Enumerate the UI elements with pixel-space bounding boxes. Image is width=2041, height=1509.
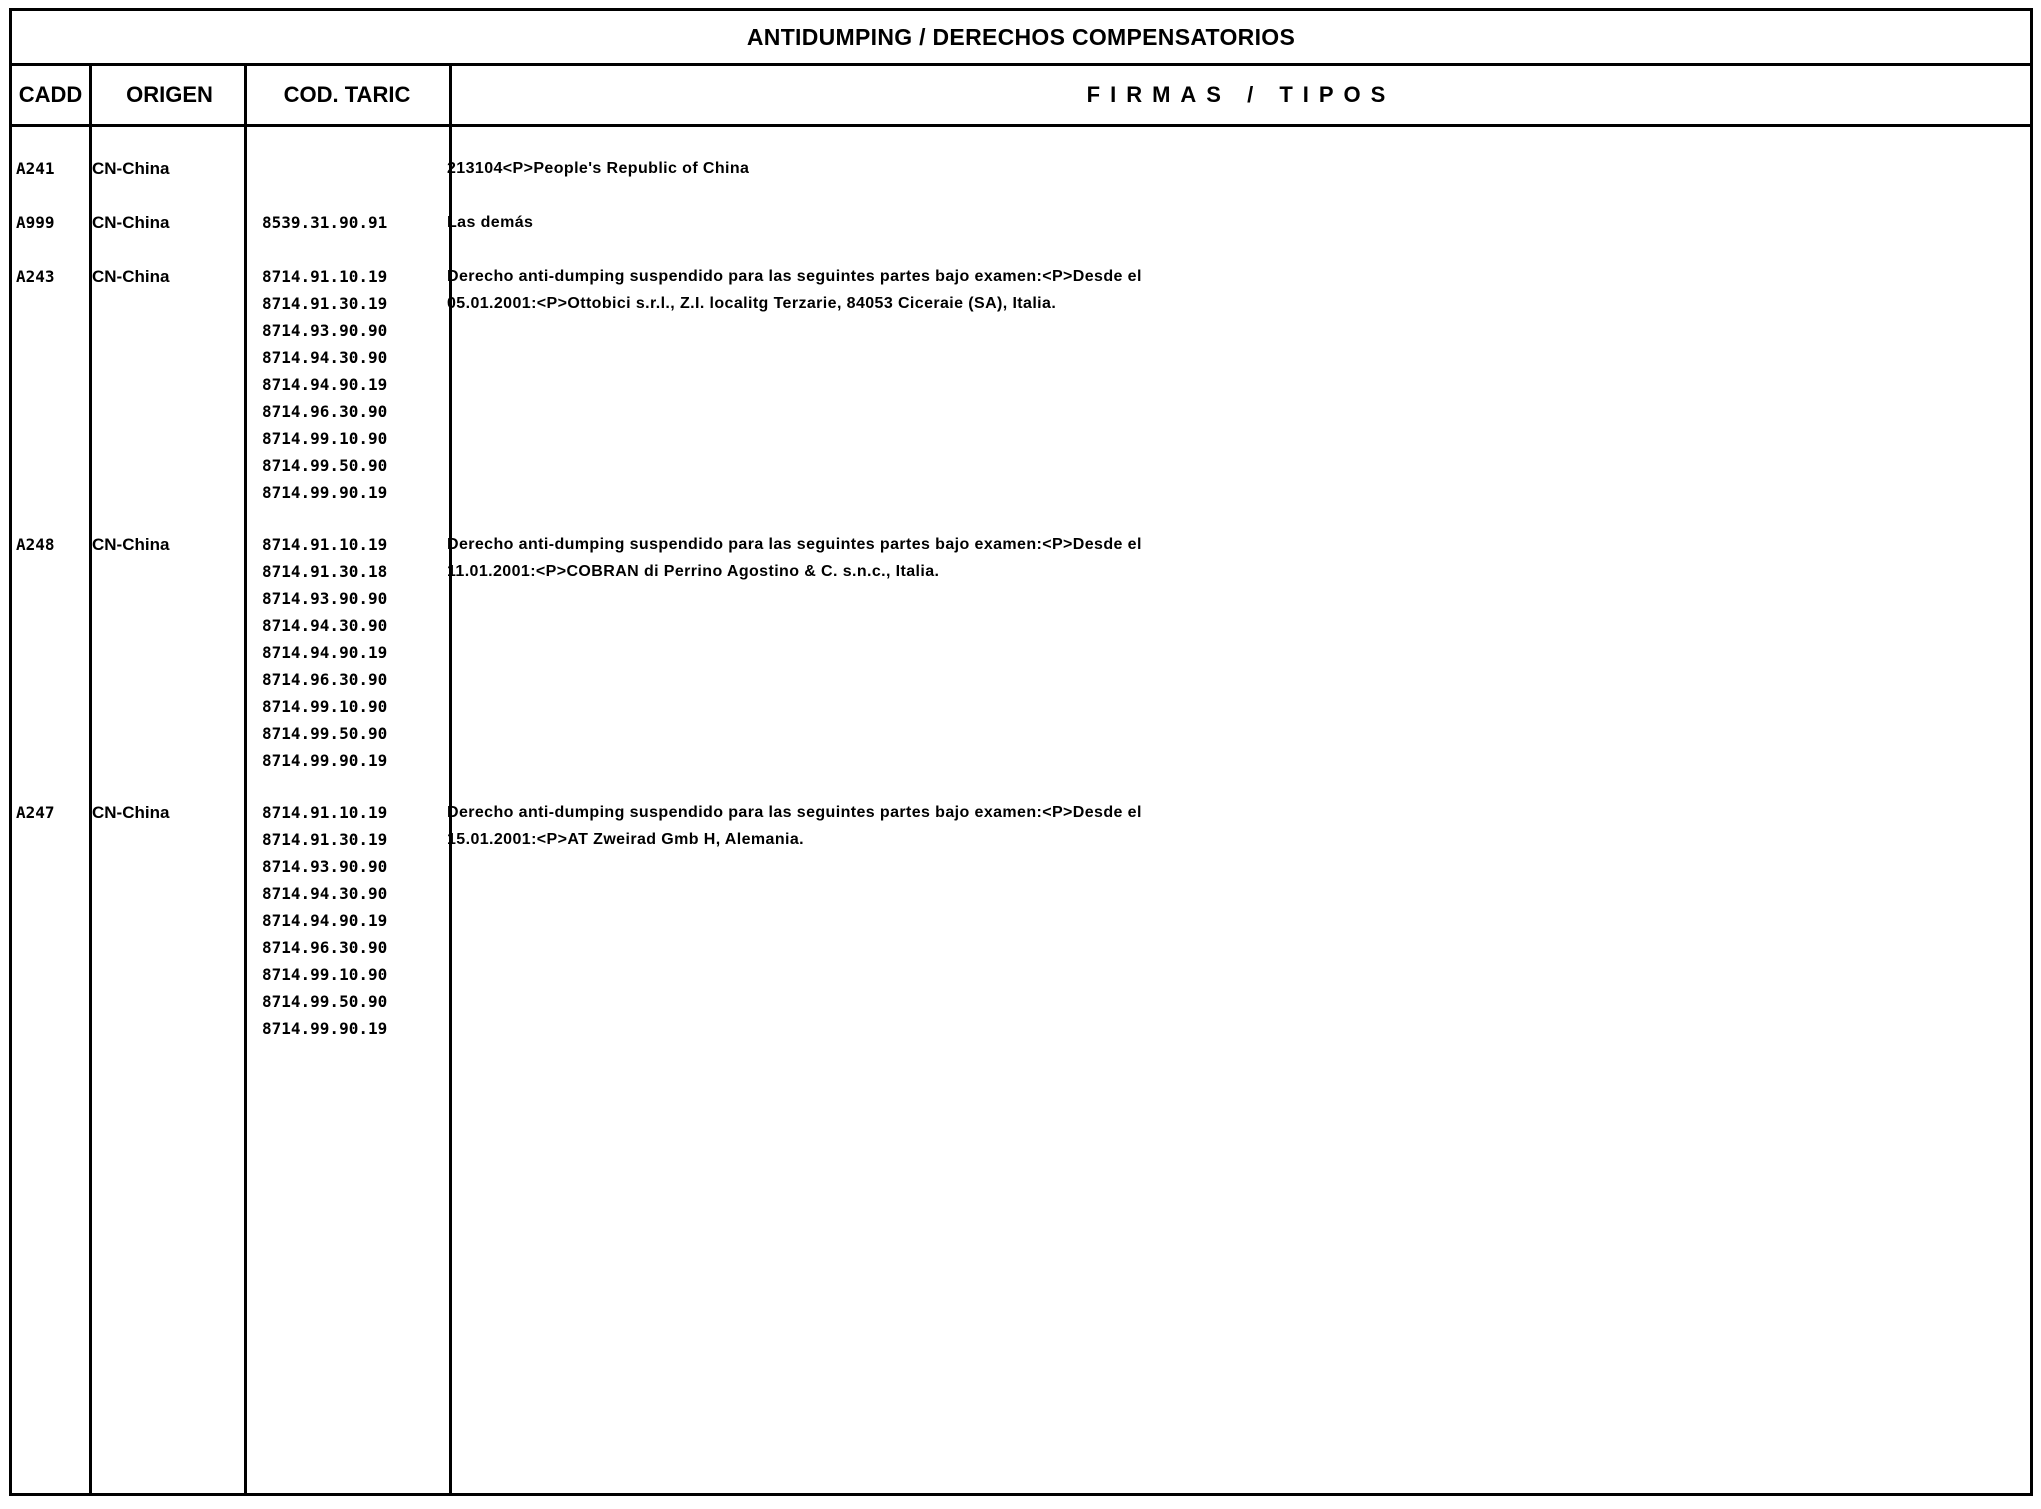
header-cod-taric: COD. TARIC <box>283 82 411 107</box>
taric-code: 8714.94.30.90 <box>262 616 388 635</box>
taric-code: 8714.99.50.90 <box>262 724 388 743</box>
table-title: ANTIDUMPING / DERECHOS COMPENSATORIOS <box>12 11 2030 66</box>
taric-code: 8714.91.30.18 <box>262 562 388 581</box>
cadd-cell: A243 <box>16 267 55 286</box>
header-origen: ORIGEN <box>126 82 213 107</box>
taric-code: 8714.99.10.90 <box>262 429 388 448</box>
taric-code: 8714.94.90.19 <box>262 643 388 662</box>
taric-code: 8714.93.90.90 <box>262 589 388 608</box>
origen-cell: CN-China <box>92 159 170 178</box>
cadd-cell: A999 <box>16 213 55 232</box>
firmas-text-line: Derecho anti-dumping suspendido para las seguintes partes bajo examen:<P>Desde el <box>447 804 1142 821</box>
firmas-text-line: 05.01.2001:<P>Ottobici s.r.l., Z.I. localitg Terzarie, 84053 Ciceraie (SA), Italia. <box>447 295 1057 312</box>
taric-code: 8714.96.30.90 <box>262 670 388 689</box>
firmas-text-line: 213104<P>People's Republic of China <box>447 160 750 177</box>
taric-code: 8714.91.10.19 <box>262 267 388 286</box>
firmas-text-line: Las demás <box>447 214 534 231</box>
taric-code: 8714.99.90.19 <box>262 1019 388 1038</box>
antidumping-table <box>9 8 2033 1496</box>
taric-code: 8714.96.30.90 <box>262 938 388 957</box>
taric-code: 8714.94.90.19 <box>262 911 388 930</box>
origen-cell: CN-China <box>92 803 170 822</box>
firmas-cell <box>447 531 1142 585</box>
firmas-cell <box>447 799 1142 853</box>
cadd-cell: A248 <box>16 535 55 554</box>
taric-code: 8714.91.10.19 <box>262 535 388 554</box>
taric-code: 8714.99.50.90 <box>262 456 388 475</box>
header-row <box>12 66 2030 127</box>
taric-code: 8714.99.90.19 <box>262 483 388 502</box>
taric-code: 8714.93.90.90 <box>262 321 388 340</box>
firmas-text-line: 11.01.2001:<P>COBRAN di Perrino Agostino & C. s.n.c., Italia. <box>447 563 940 580</box>
taric-code: 8714.93.90.90 <box>262 857 388 876</box>
table-body <box>12 127 2030 1493</box>
cadd-cell: A241 <box>16 159 55 178</box>
taric-cell <box>262 263 387 506</box>
taric-code: 8714.91.30.19 <box>262 830 388 849</box>
taric-code: 8714.94.30.90 <box>262 884 388 903</box>
taric-code: 8714.94.30.90 <box>262 348 388 367</box>
taric-code: 8714.99.10.90 <box>262 965 388 984</box>
firmas-cell <box>447 209 533 236</box>
taric-code: 8714.99.90.19 <box>262 751 388 770</box>
firmas-text-line: 15.01.2001:<P>AT Zweirad Gmb H, Alemania. <box>447 831 804 848</box>
taric-code: 8714.99.10.90 <box>262 697 388 716</box>
firmas-text-line: Derecho anti-dumping suspendido para las seguintes partes bajo examen:<P>Desde el <box>447 536 1142 553</box>
origen-cell: CN-China <box>92 535 170 554</box>
cadd-cell: A247 <box>16 803 55 822</box>
firmas-cell <box>447 263 1142 317</box>
header-firmas-tipos: FIRMAS / TIPOS <box>1086 82 1396 107</box>
taric-cell <box>262 209 387 236</box>
taric-code: 8714.91.30.19 <box>262 294 388 313</box>
firmas-cell <box>447 155 749 182</box>
taric-code: 8714.94.90.19 <box>262 375 388 394</box>
taric-code: 8539.31.90.91 <box>262 213 388 232</box>
origen-cell: CN-China <box>92 267 170 286</box>
firmas-text-line: Derecho anti-dumping suspendido para las seguintes partes bajo examen:<P>Desde el <box>447 268 1142 285</box>
taric-cell <box>262 799 387 1042</box>
taric-cell <box>262 531 387 774</box>
taric-code: 8714.91.10.19 <box>262 803 388 822</box>
taric-code: 8714.99.50.90 <box>262 992 388 1011</box>
taric-code: 8714.96.30.90 <box>262 402 388 421</box>
header-cadd: CADD <box>18 82 83 107</box>
origen-cell: CN-China <box>92 213 170 232</box>
